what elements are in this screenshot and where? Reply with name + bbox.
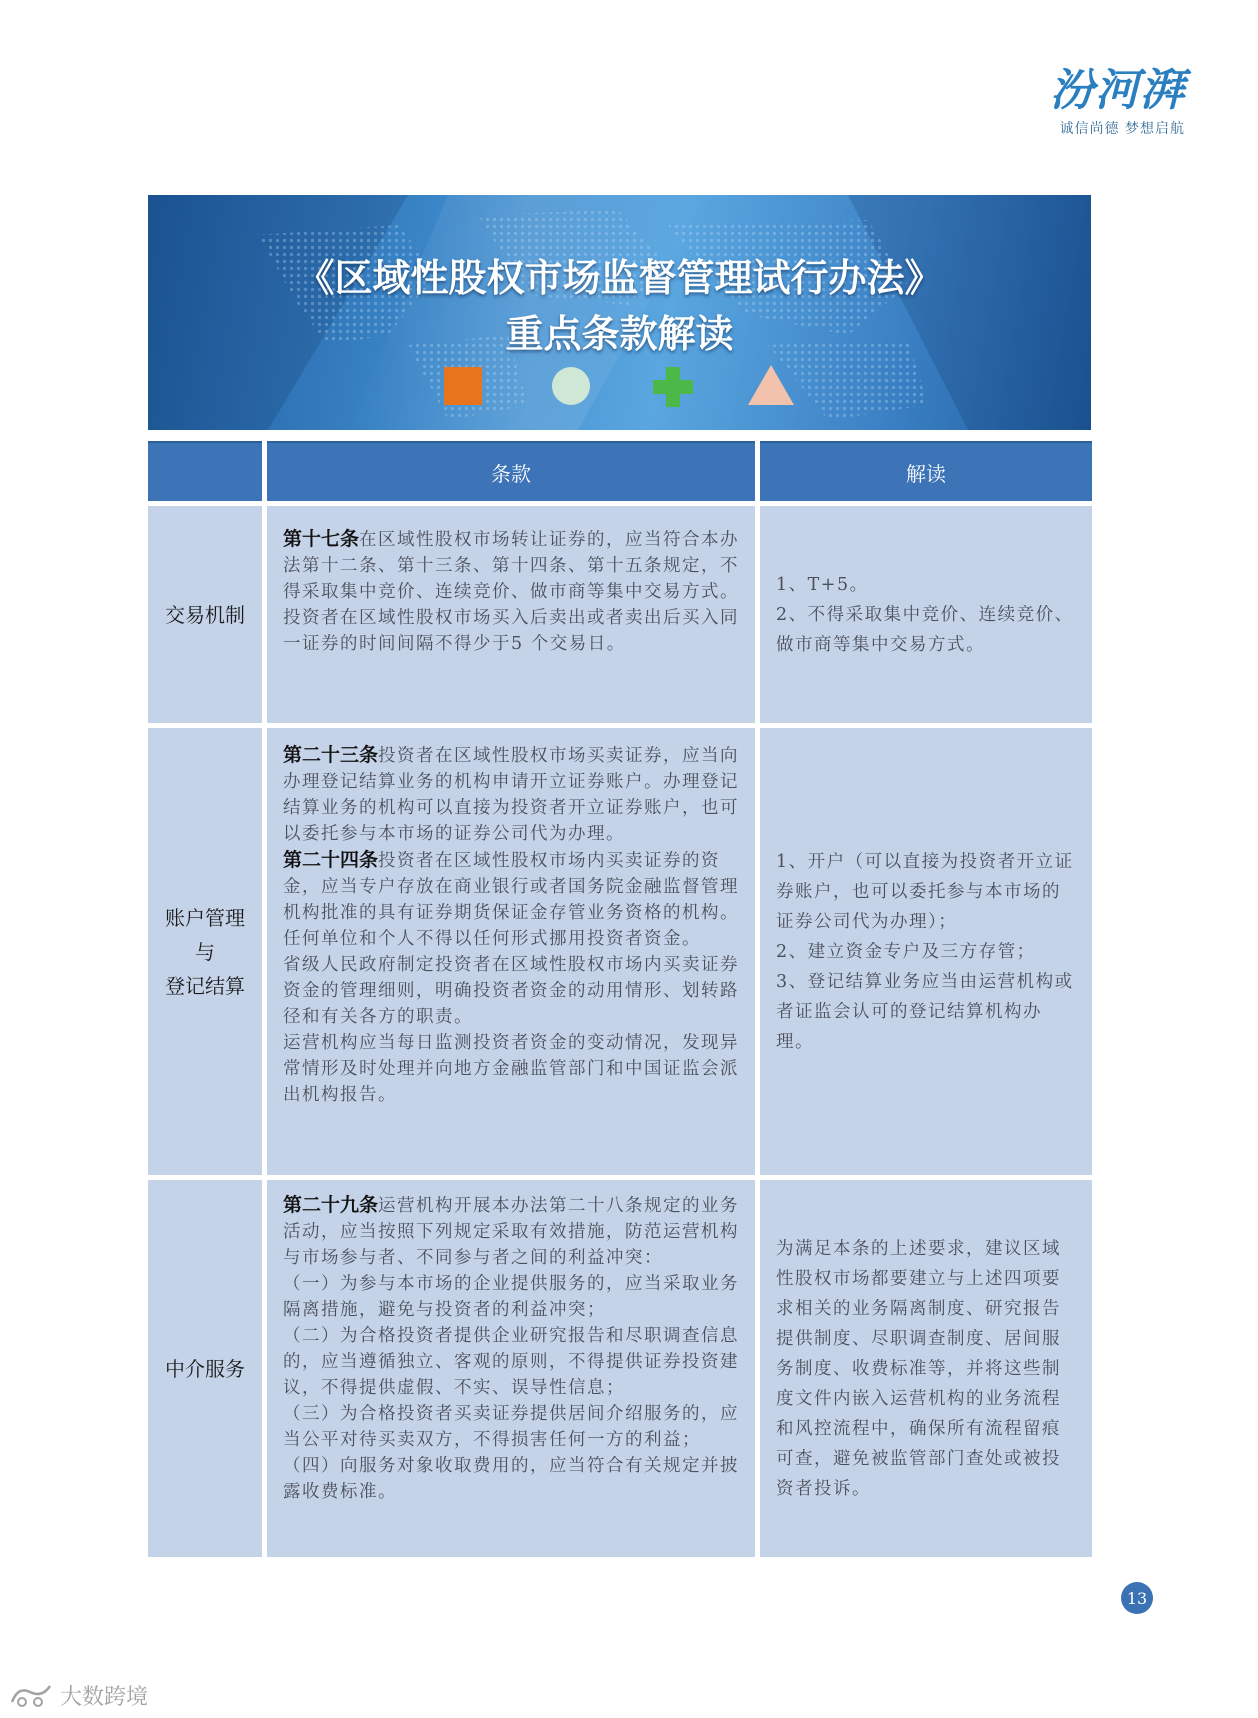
clause-text: （一）为参与本市场的企业提供服务的，应当采取业务隔离措施，避免与投资者的利益冲突； [283,1274,739,1320]
banner-title-line2: 重点条款解读 [505,312,734,356]
row-category [148,506,262,723]
table-row [148,506,1092,723]
clause-text: 在区域性股权市场转让证券的，应当符合本办法第十二条、第十三条、第十四条、第十五条规定，不得采取集中竞价、连续竞价、做市商等集中交易方式。 [283,530,740,602]
article-number: 第二十四条 [283,849,379,871]
row-clause [267,506,755,723]
clause-paragraph [283,1323,743,1401]
clauses-table [148,441,1092,1562]
clause-paragraph [283,526,743,605]
category-line: 登记结算 [165,973,245,998]
watermark-text: 大数跨境 [60,1685,149,1710]
table-row [148,728,1092,1175]
clause-text: （三）为合格投资者买卖证券提供居间介绍服务的，应当公平对待买卖双方，不得损害任何一方的利益； [283,1404,739,1450]
article-number: 第二十三条 [283,744,379,766]
row-interpretation [760,728,1092,1175]
clause-paragraph [283,1030,743,1108]
interpretation-item: 1、开户（可以直接为投资者开立证券账户，也可以委托参与本市场的证券公司代为办理）； [776,851,1074,932]
row-clause [267,1180,755,1557]
orange-square-icon [444,367,482,405]
clause-paragraph [283,1453,743,1505]
clause-text: 省级人民政府制定投资者在区域性股权市场内买卖证券资金的管理细则，明确投资者资金的动用情形、划转路径和有关各方的职责。 [283,955,739,1027]
title-banner [148,195,1091,430]
banner-title-line1: 《区域性股权市场监督管理试行办法》 [296,256,943,300]
row-category [148,728,262,1175]
category-line: 交易机制 [165,602,245,627]
brand-name: 汾河湃 [1050,65,1185,116]
page-number: 13 [1121,1582,1153,1614]
clause-text: （二）为合格投资者提供企业研究报告和尽职调查信息的，应当遵循独立、客观的原则，不得提供证券投资建议，不得提供虚假、不实、误导性信息； [283,1326,739,1398]
clause-text: 运营机构应当每日监测投资者资金的变动情况，发现异常情形及时处理并向地方金融监管部门和中国证监会派出机构报告。 [283,1033,739,1105]
mint-circle-icon [551,367,591,407]
clause-paragraph [283,742,743,847]
interpretation-item: 2、建立资金专户及三方存管； [776,941,1036,962]
clause-text: 运营机构开展本办法第二十八条规定的业务活动，应当按照下列规定采取有效措施，防范运营机构与市场参与者、不同参与者之间的利益冲突： [283,1196,740,1268]
header-category [148,441,262,501]
interpretation-item: 2、不得采取集中竞价、连续竞价、做市商等集中交易方式。 [776,604,1074,655]
header-clause: 条款 [267,441,755,501]
brand-slogan: 诚信尚德 梦想启航 [1059,121,1185,137]
clause-text: 投资者在区域性股权市场买入后卖出或者卖出后买入同一证券的时间间隔不得少于5 个交易日。 [283,608,739,654]
table-header-row [148,441,1092,501]
clause-paragraph [283,847,743,952]
watermark-logo-icon [8,1682,54,1710]
article-number: 第十七条 [283,528,360,550]
clause-paragraph [283,1271,743,1323]
interpretation-item: 为满足本条的上述要求，建议区域性股权市场都要建立与上述四项要求相关的业务隔离制度、研究报告提供制度、尽职调查制度、居间服务制度、收费标准等，并将这些制度文件内嵌入运营机构的业务流程和风控流程中，确保所有流程留痕可查，避免被监管部门查处或被投资者投诉。 [776,1238,1061,1499]
clause-paragraph [283,1192,743,1271]
peach-triangle-icon [748,365,794,405]
watermark [8,1680,148,1711]
header-interpretation: 解读 [760,441,1092,501]
clause-text: 投资者在区域性股权市场买卖证券，应当向办理登记结算业务的机构申请开立证券账户。办理登记结算业务的机构可以直接为投资者开立证券账户，也可以委托参与本市场的证券公司代为办理。 [283,746,740,844]
clause-text: （四）向服务对象收取费用的，应当符合有关规定并披露收费标准。 [283,1456,739,1502]
row-clause [267,728,755,1175]
interpretation-item: 1、T+5。 [776,574,869,595]
interpretation-item: 3、登记结算业务应当由运营机构或者证监会认可的登记结算机构办理。 [776,971,1074,1052]
row-interpretation [760,1180,1092,1557]
category-line: 中介服务 [165,1356,245,1381]
row-interpretation [760,506,1092,723]
clause-text: 投资者在区域性股权市场内买卖证券的资金，应当专户存放在商业银行或者国务院金融监督管理机构批准的具有证券期货保证金存管业务资格的机构。任何单位和个人不得以任何形式挪用投资者资金。 [283,851,739,949]
row-category [148,1180,262,1557]
clause-paragraph [283,952,743,1030]
article-number: 第二十九条 [283,1194,379,1216]
clause-paragraph [283,1401,743,1453]
category-line: 与 [195,939,215,964]
brand-logo [1050,66,1185,138]
clause-paragraph [283,605,743,657]
table-row [148,1180,1092,1557]
category-line: 账户管理 [165,905,245,930]
green-cross-icon [653,367,693,407]
